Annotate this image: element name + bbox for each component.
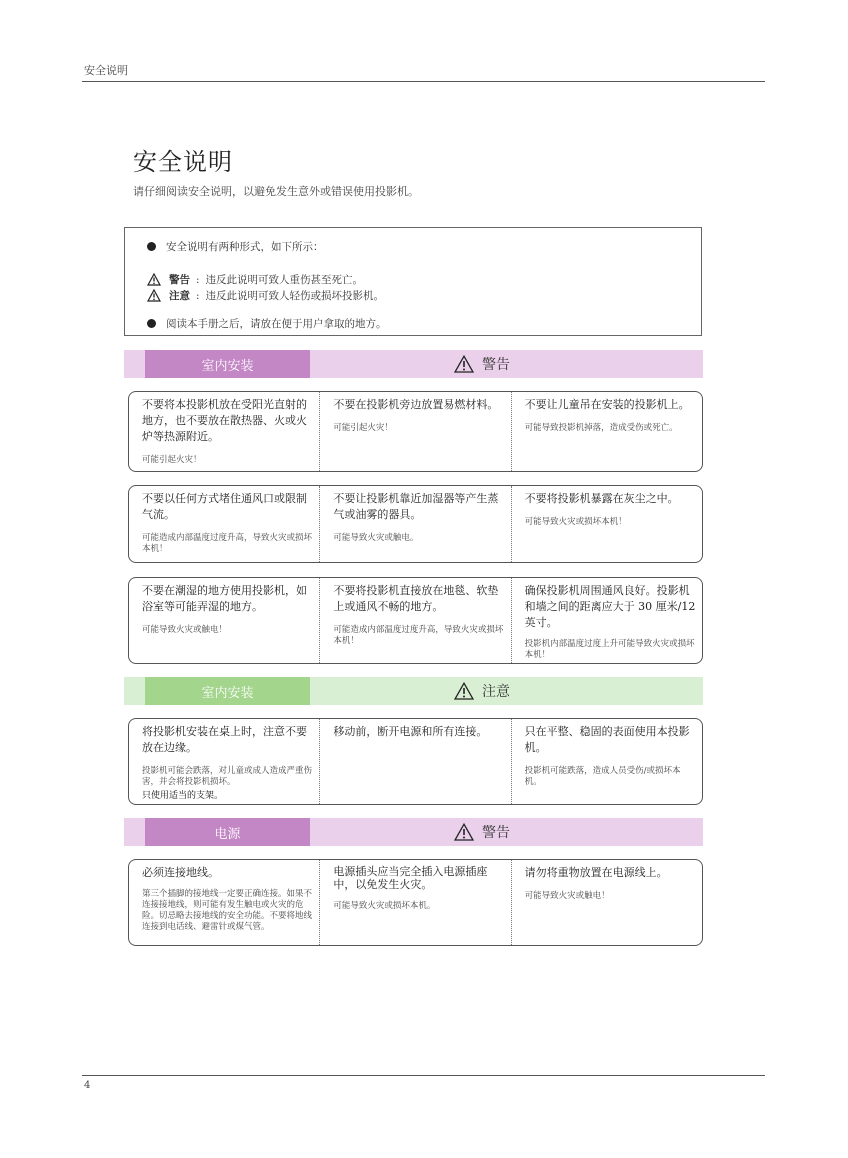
instruction-cell	[511, 392, 702, 471]
instruction-text: 只在平整、稳固的表面使用本投影机。	[524, 725, 690, 754]
instruction-cell	[129, 578, 319, 663]
instruction-cell	[319, 860, 510, 945]
section-tab: 室内安装	[145, 350, 310, 378]
instruction-text: 不要以任何方式堵住通风口或限制气流。	[142, 492, 307, 521]
consequence-text: 投影机可能会跌落，对儿童或成人造成严重伤害，并会将投影机损坏。	[142, 766, 313, 787]
consequence-text: 投影机可能跌落，造成人员受伤/或损坏本机。	[524, 766, 681, 787]
instruction-cell	[511, 860, 702, 945]
consequence-text: 可能导致火灾或触电。	[333, 533, 419, 543]
instruction-text: 不要将投影机直接放在地毯、软垫上或通风不畅的地方。	[333, 584, 499, 613]
bullet-icon	[147, 319, 156, 328]
notice-line-1: 安全说明有两种形式，如下所示：	[166, 241, 324, 253]
warning-triangle-icon	[454, 355, 474, 373]
instruction-card	[128, 577, 703, 664]
instruction-cell	[319, 719, 510, 804]
consequence-text: 可能导致火灾或触电！	[142, 625, 228, 635]
consequence-text: 可能造成内部温度过度升高，导致火灾或损坏本机！	[142, 533, 313, 554]
section-header-indoor-caution	[124, 677, 703, 705]
instruction-text: 不要在潮湿的地方使用投影机，如浴室等可能弄湿的地方。	[142, 584, 307, 613]
notice-box: 安全说明有两种形式，如下所示： 警告 : 违反此说明可致人重伤甚至死亡。 注意 : 违反此说明可致人轻伤或损坏投影机。 阅读本手册之后，请放在便于用户拿取的地方。	[124, 227, 702, 336]
instruction-cell	[511, 486, 702, 562]
signal-word-text: 警告	[482, 825, 510, 841]
bullet-icon	[147, 242, 156, 251]
emphasis-text: 只使用适当的支架。	[142, 791, 224, 801]
signal-word-text: 警告	[482, 357, 510, 373]
instruction-cell	[129, 719, 319, 804]
signal-word	[454, 354, 510, 374]
instruction-cell	[129, 392, 319, 471]
caution-text: 违反此说明可致人轻伤或损坏投影机。	[205, 290, 385, 302]
running-header: 安全说明	[84, 64, 128, 77]
consequence-text: 可能导致火灾或损坏本机。	[333, 901, 436, 911]
instruction-text: 移动前，断开电源和所有连接。	[333, 725, 488, 738]
instruction-text: 请勿将重物放置在电源线上。	[524, 866, 668, 879]
consequence-text: 第三个插脚的接地线一定要正确连接。如果不连接接地线，则可能有发生触电或火灾的危险。切忌略去接地线的安全功能。不要将地线连接到电话线、避雷针或煤气管。	[142, 889, 313, 932]
section-tab: 电源	[145, 818, 310, 846]
caution-triangle-icon	[454, 682, 474, 700]
notice-line-4: 阅读本手册之后，请放在便于用户拿取的地方。	[166, 318, 387, 330]
instruction-text: 不要让投影机靠近加湿器等产生蒸气或油雾的器具。	[333, 492, 499, 521]
signal-word	[454, 681, 510, 701]
instruction-card	[128, 718, 703, 805]
consequence-text: 可能导致火灾或损坏本机！	[524, 517, 627, 527]
warning-triangle-icon	[454, 823, 474, 841]
instruction-text: 不要将本投影机放在受阳光直射的地方，也不要放在散热器、火或火炉等热源附近。	[142, 398, 307, 443]
section-header-power-warning	[124, 818, 703, 846]
header-rule	[82, 81, 765, 82]
instruction-cell	[511, 578, 702, 663]
consequence-text: 投影机内部温度过度上升可能导致火灾或损坏本机！	[524, 639, 695, 660]
warning-triangle-icon	[147, 273, 161, 286]
caution-label: 注意	[169, 290, 190, 302]
instruction-text: 不要在投影机旁边放置易燃材料。	[333, 398, 499, 411]
instruction-cell	[319, 578, 510, 663]
instruction-text: 确保投影机周围通风良好。投影机和墙之间的距离应大于 30 厘米/12 英寸。	[524, 584, 696, 629]
consequence-text: 可能导致火灾或触电！	[524, 891, 610, 901]
page-title: 安全说明	[133, 148, 233, 176]
signal-word	[454, 822, 510, 842]
instruction-cell	[319, 486, 510, 562]
instruction-cell	[129, 860, 319, 945]
consequence-text: 可能造成内部温度过度升高，导致火灾或损坏本机！	[333, 625, 504, 646]
consequence-text: 可能引起火灾！	[142, 455, 202, 465]
instruction-cell	[511, 719, 702, 804]
instruction-text: 电源插头应当完全插入电源插座中，以免发生火灾。	[333, 865, 488, 891]
instruction-text: 不要将投影机暴露在灰尘之中。	[524, 492, 679, 505]
page-subtitle: 请仔细阅读安全说明，以避免发生意外或错误使用投影机。	[133, 185, 419, 198]
instruction-text: 将投影机安装在桌上时，注意不要放在边缘。	[142, 725, 307, 754]
signal-word-text: 注意	[482, 684, 510, 700]
page-number: 4	[84, 1080, 91, 1091]
instruction-card	[128, 485, 703, 563]
consequence-text: 可能导致投影机掉落，造成受伤或死亡。	[524, 423, 678, 433]
instruction-text: 必须连接地线。	[142, 866, 219, 879]
section-header-indoor-warning	[124, 350, 703, 378]
footer-rule	[82, 1075, 765, 1076]
warning-label: 警告	[169, 274, 190, 286]
instruction-text: 不要让儿童吊在安装的投影机上。	[524, 398, 690, 411]
instruction-cell	[319, 392, 510, 471]
section-tab: 室内安装	[145, 677, 310, 705]
instruction-cell	[129, 486, 319, 562]
caution-triangle-icon	[147, 289, 161, 302]
instruction-card	[128, 859, 703, 946]
warning-text: 违反此说明可致人重伤甚至死亡。	[205, 274, 364, 286]
instruction-card	[128, 391, 703, 472]
consequence-text: 可能引起火灾！	[333, 423, 393, 433]
